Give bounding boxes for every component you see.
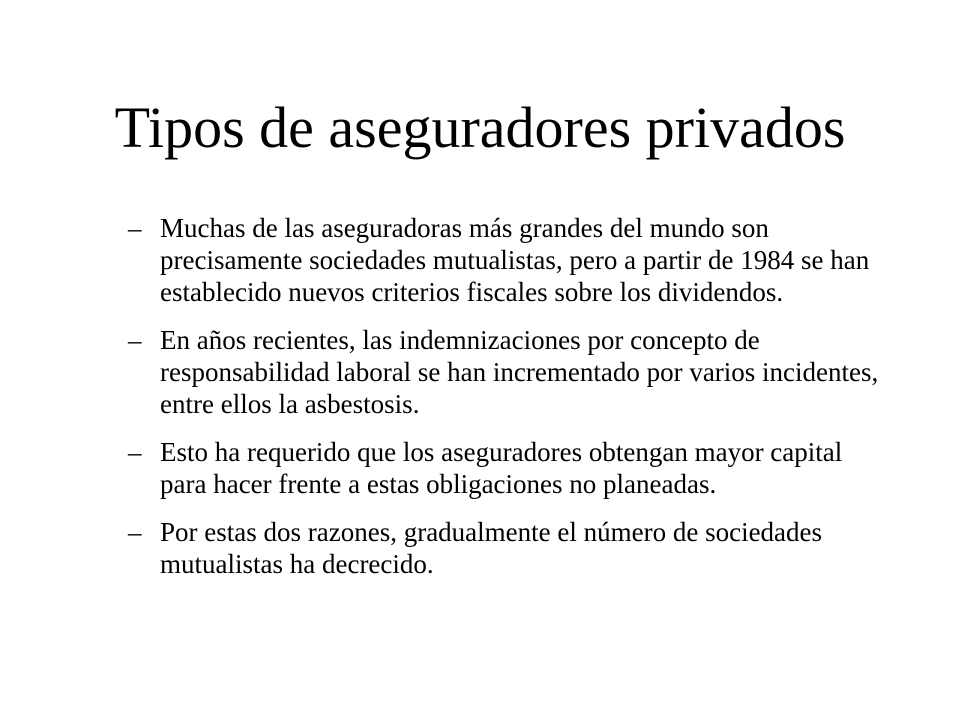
list-item: [128, 212, 888, 308]
list-item: [128, 324, 888, 420]
bullet-dash: –: [128, 213, 142, 243]
slide-title: Tipos de aseguradores privados: [114, 95, 846, 160]
bullet-dash: –: [128, 517, 142, 547]
bullet-text: Por estas dos razones, gradualmente el número de sociedades mutualistas ha decrecido.: [160, 517, 823, 579]
bullet-text: Esto ha requerido que los aseguradores obtengan mayor capital para hacer frente a estas obligaciones no planeadas.: [160, 437, 843, 499]
bullet-text: Muchas de las aseguradoras más grandes del mundo son precisamente sociedades mutualistas, pero a partir de 1984 se han establecido nuevos criterios fiscales sobre los dividendos.: [160, 213, 870, 307]
bullet-text: En años recientes, las indemnizaciones por concepto de responsabilidad laboral se han incrementado por varios incidentes, entre ellos la asbestosis.: [160, 325, 879, 419]
bullet-dash: –: [128, 437, 142, 467]
list-item: [128, 436, 888, 500]
list-item: [128, 516, 888, 580]
bullet-dash: –: [128, 325, 142, 355]
bullet-list: [128, 212, 888, 596]
